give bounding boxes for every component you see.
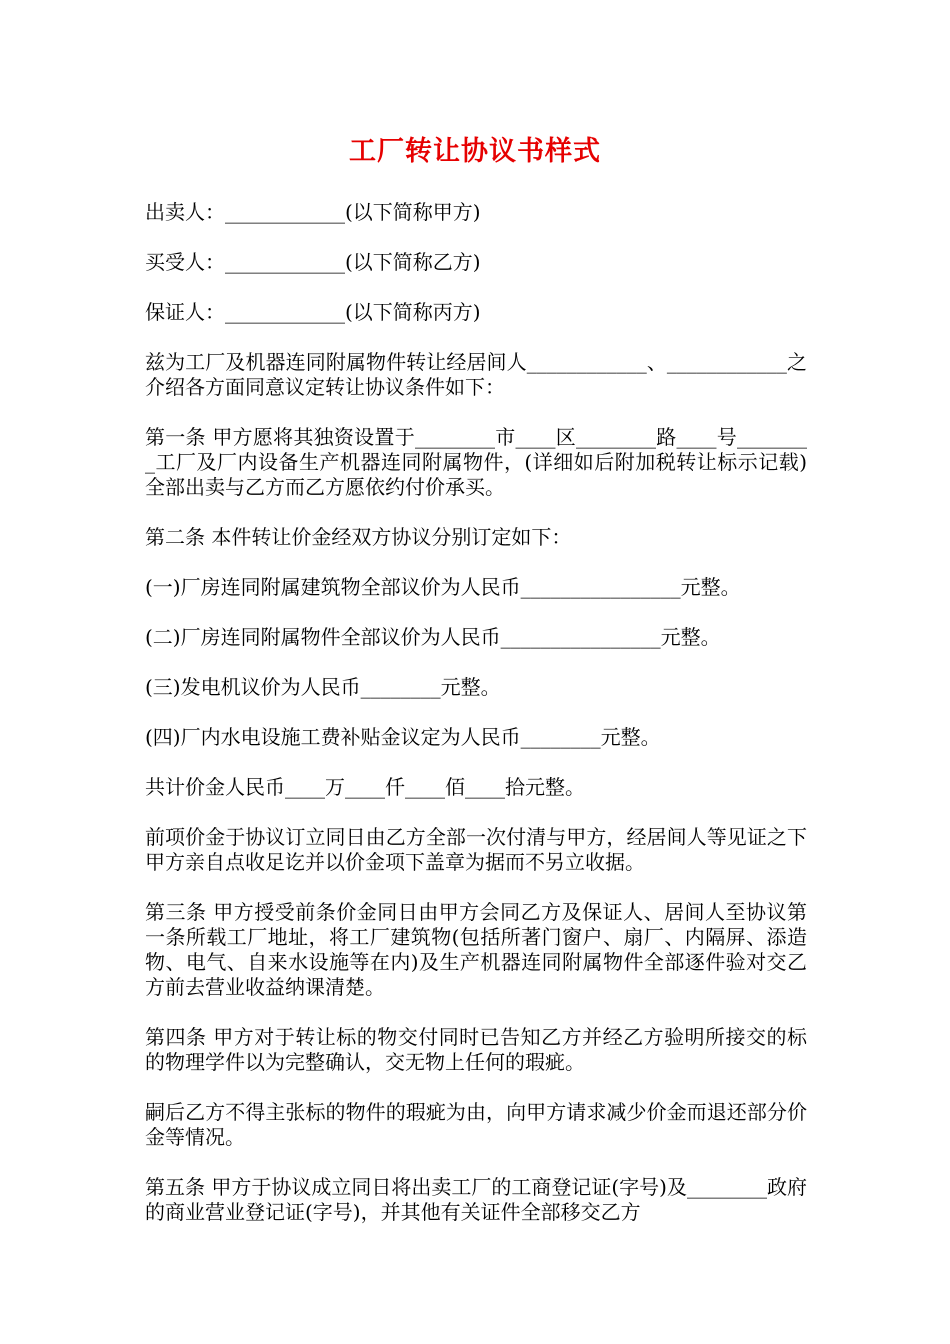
paragraph-buyer: 买受人：____________(以下简称乙方)	[145, 250, 481, 274]
paragraph-article-4: 第四条 甲方对于转让标的物交付同时已告知乙方并经乙方验明所接交的标的物理学件以为完整确认，交无物上任何的瑕疵。	[145, 1025, 807, 1074]
paragraph-price-1: (一)厂房连同附属建筑物全部议价为人民币________________元整。	[145, 575, 741, 599]
paragraph-intro: 兹为工厂及机器连同附属物件转让经居间人____________、____________之介绍各方面同意议定转让协议条件如下：	[145, 350, 807, 399]
paragraph-price-4: (四)厂内水电设施工费补贴金议定为人民币________元整。	[145, 725, 661, 749]
paragraph-article-5: 第五条 甲方于协议成立同日将出卖工厂的工商登记证(字号)及________政府的商业营业登记证(字号)，并其他有关证件全部移交乙方	[145, 1175, 807, 1224]
document-body	[145, 200, 807, 1250]
paragraph-article-1: 第一条 甲方愿将其独资设置于________市____区________路____号________工厂及厂内设备生产机器连同附属物件，(详细如后附加税转让标示记载)全部出卖与乙方而乙方愿依约付价承买。	[145, 425, 807, 499]
paragraph-total: 共计价金人民币____万____仟____佰____拾元整。	[145, 775, 585, 799]
paragraph-defects: 嗣后乙方不得主张标的物件的瑕疵为由，向甲方请求减少价金而退还部分价金等情况。	[145, 1100, 807, 1149]
paragraph-article-2: 第二条 本件转让价金经双方协议分别订定如下：	[145, 525, 572, 549]
paragraph-payment: 前项价金于协议订立同日由乙方全部一次付清与甲方，经居间人等见证之下甲方亲自点收足讫并以价金项下盖章为据而不另立收据。	[145, 825, 807, 874]
paragraph-price-3: (三)发电机议价为人民币________元整。	[145, 675, 501, 699]
paragraph-seller: 出卖人：____________(以下简称甲方)	[145, 200, 481, 224]
paragraph-article-3: 第三条 甲方授受前条价金同日由甲方会同乙方及保证人、居间人至协议第一条所载工厂地址，将工厂建筑物(包括所著门窗户、扇厂、内隔屏、添造物、电气、自来水设施等在内)及生产机器连同附属物件全部逐件验对交乙方前去营业收益纳课清楚。	[145, 900, 807, 999]
paragraph-guarantor: 保证人：____________(以下简称丙方)	[145, 300, 481, 324]
paragraph-price-2: (二)厂房连同附属物件全部议价为人民币________________元整。	[145, 625, 721, 649]
document-title: 工厂转让协议书样式	[349, 136, 601, 167]
